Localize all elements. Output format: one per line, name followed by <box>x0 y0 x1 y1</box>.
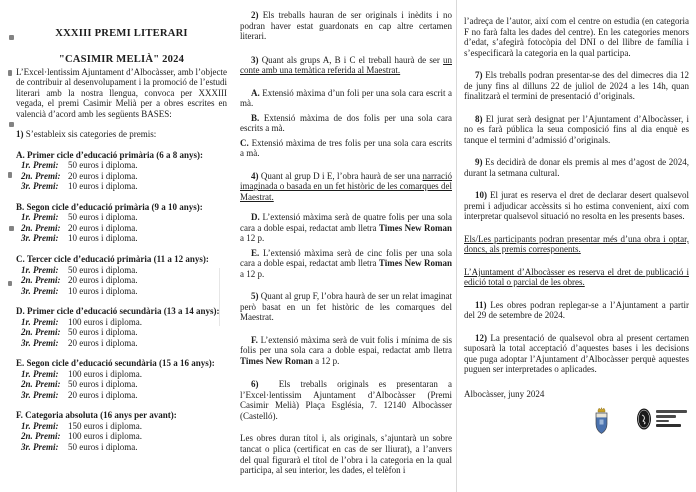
prize-row: 3r. Premi: 20 euros i diploma. <box>21 389 138 400</box>
column-3 <box>464 16 689 440</box>
document-title-line2: "CASIMIR MELIÀ" 2024 <box>58 54 185 66</box>
item-a: A. Extensió màxima d’un foli per una sola cara escrit a mà. <box>240 87 452 109</box>
note-publication: L’Ajuntament d’Albocàsser es reserva el dret de publicació i edició total o parcial de les obres. <box>464 266 689 288</box>
base-11: 11) Les obres podran replegar-se a l’Ajuntament a partir del 29 de setembre de 2024. <box>464 299 689 321</box>
scan-artifact <box>9 122 14 127</box>
scan-artifact <box>9 35 14 40</box>
category-e <box>16 358 227 400</box>
prize-row: 2n. Premi: 100 euros i diploma. <box>21 431 142 442</box>
prize-row: 2n. Premi: 20 euros i diploma. <box>21 222 138 233</box>
category-heading: A. Primer cicle d’educació primària (6 a 8 anys): <box>16 149 204 160</box>
prize-row: 2n. Premi: 20 euros i diploma. <box>21 170 138 181</box>
category-heading: B. Segon cicle d’educació primària (9 a 10 anys): <box>16 201 203 212</box>
category-heading: E. Segon cicle d’educació secundària (15 a 16 anys): <box>16 358 215 369</box>
category-a <box>16 150 227 192</box>
column-1 <box>16 28 227 452</box>
category-c <box>16 254 227 296</box>
base-1-number: 1) <box>16 129 24 140</box>
base-1-text: S’estableix sis categories de premis: <box>25 129 157 140</box>
category-f <box>16 410 227 452</box>
intro-paragraph: L’Excel·lentissim Ajuntament d’Albocàsser, amb l’objecte de contribuir al desenvolupament i la promoció de l’estudi literari amb la nostra llengua, convoca per XXXIII vegada, el premi Casimir Melià per a obres escrites en valencià d’acord amb les següents BASES: <box>16 66 227 119</box>
base-9: 9) Es decidirà de donar els premis al mes d’agost de 2024, durant la setmana cultural. <box>464 157 689 178</box>
prize-row: 1r. Premi: 50 euros i diploma. <box>21 160 138 171</box>
item-d: D. L’extensió màxima serà de quatre folis per una sola cara a doble espai, redactat amb lletra Times New Roman a 12 p. <box>240 212 453 244</box>
base-7: 7) Els treballs podran presentar-se des del dimecres dia 12 de juny fins al dilluns 22 de juliol de 2024 a les 14h, quan finalitzarà el termini de presentació d’originals. <box>464 70 689 102</box>
seal-text-lines <box>656 407 687 426</box>
category-heading: F. Categoria absoluta (16 anys per avant): <box>16 410 177 421</box>
item-c: C. Extensió màxima de tres folis per una sola cara escrits a mà. <box>240 137 453 159</box>
prize-row: 2n. Premi: 50 euros i diploma. <box>21 379 138 390</box>
prize-row: 1r. Premi: 100 euros i diploma. <box>21 368 142 379</box>
prize-row: 2n. Premi: 20 euros i diploma. <box>21 275 138 286</box>
base-2: 2) Els treballs hauran de ser originals i inèdits i no podran haver estat guardonats en cap altre certamen literari. <box>240 10 453 42</box>
scan-artifact <box>8 172 12 178</box>
prize-row: 1r. Premi: 150 euros i diploma. <box>21 420 142 431</box>
prize-row: 2n. Premi: 50 euros i diploma. <box>21 327 138 338</box>
organization-seal <box>636 407 687 434</box>
base-8: 8) El jurat serà designat per l’Ajuntament d’Albocàsser, i no es farà pública la seua composició fins al dia enquè es tanque el termini d’admissió d’originals. <box>464 113 690 145</box>
item-b: B. Extensió màxima de dos folis per una sola cara escrits a mà. <box>240 112 453 134</box>
closing-line: Albocàsser, juny 2024 <box>464 388 545 399</box>
prize-row: 3r. Premi: 20 euros i diploma. <box>21 337 138 348</box>
base-5: 5) Quant al grup F, l’obra haurà de ser un relat imaginat però basat en un fet històric de les comarques del Maestrat. <box>240 291 453 323</box>
base-4: 4) Quant al grup D i E, l’obra haurà de ser una narració imaginada o basada en un fet històric de les comarques del Maestrat. <box>240 170 452 202</box>
fold-line-right <box>456 0 457 492</box>
scan-artifact <box>9 226 14 231</box>
round-seal-icon <box>636 407 652 434</box>
scan-artifact <box>8 70 12 76</box>
column-2 <box>240 10 452 476</box>
coat-of-arms-icon <box>593 407 610 440</box>
prize-row: 1r. Premi: 50 euros i diploma. <box>21 212 138 223</box>
document-title-line1: XXXIII PREMI LITERARI <box>55 28 188 39</box>
note-participants: Els/Les participants podran presentar més d’una obra i optar, doncs, als premis corresponents. <box>464 233 689 255</box>
item-e: E. L’extensió màxima serà de cinc folis per una sola cara a doble espai, redactat amb lletra Times New Roman a 12 p. <box>240 247 453 279</box>
obres-paragraph: Les obres duran títol i, als originals, s’ajuntarà un sobre tancat o plica (certificat en cas de ser lliurat), a l’anvers del qual figurarà el títol de l’obra i la categoria en la qual participa, al seu interior, les dades, el telèfon i <box>240 433 452 476</box>
logos-row <box>464 407 689 440</box>
item-f: F. L’extensió màxima serà de vuit folis i mínima de sis folis per una sola cara a doble espai, redactat amb lletra Times New Roman a 12 p. <box>240 334 453 366</box>
prize-row: 1r. Premi: 50 euros i diploma. <box>21 264 138 275</box>
continuation-paragraph: l’adreça de l’autor, així com el centre on estudia (en categoria F no farà falta les dades del centre). En les categories menors d’edat, s’afegirà fotocòpia del DNI o del llibre de família i s’especificarà la categoria en la qual participa. <box>464 16 689 58</box>
category-d <box>16 306 227 348</box>
scan-artifact <box>8 281 12 286</box>
base-6: 6) Els treballs originals es presentaran a l’Excel·lentissim Ajuntament d’Albocàsser (Premi Casimir Melià) Plaça Església, 7. 12140 Albocàsser (Castelló). <box>240 379 452 421</box>
prize-row: 3r. Premi: 10 euros i diploma. <box>21 285 138 296</box>
base-12: 12) La presentació de qualsevol obra al present certamen suposarà la total acceptació d’aquestes bases i les decisions que puga adoptar l’Ajuntament d’Albocàsser perquè aquestes puguen ser interpretades o aplicades. <box>464 332 689 375</box>
prize-row: 3r. Premi: 10 euros i diploma. <box>21 181 138 192</box>
base-10: 10) El jurat es reserva el dret de declarar desert qualsevol premi i adjudicar accèssits si ho estima convenient, així com interpretar qualsevol situació no resolta en les presents bases. <box>464 190 690 222</box>
base-1 <box>16 129 227 140</box>
prize-row: 1r. Premi: 100 euros i diploma. <box>21 316 142 327</box>
prize-row: 3r. Premi: 10 euros i diploma. <box>21 233 138 244</box>
category-b <box>16 202 227 244</box>
base-3: 3) Quant als grups A, B i C el treball haurà de ser un conte amb una temàtica referida al Maestrat. <box>240 54 453 76</box>
prize-row: 3r. Premi: 50 euros i diploma. <box>21 441 138 452</box>
category-heading: C. Tercer cicle d’educació primària (11 a 12 anys): <box>16 254 209 264</box>
category-heading: D. Primer cicle d’educació secundària (13 a 14 anys): <box>16 306 220 317</box>
